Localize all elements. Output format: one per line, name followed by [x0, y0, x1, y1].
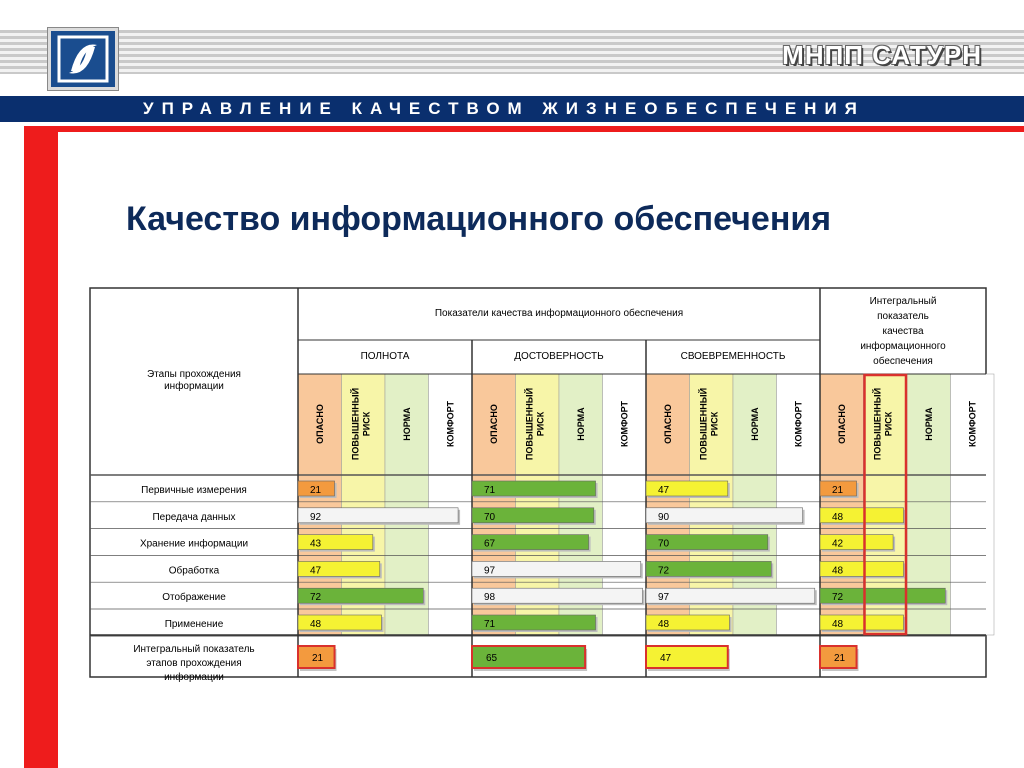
- value-label: 70: [658, 538, 670, 550]
- summary-value: 21: [834, 653, 846, 664]
- zone-label: КОМФОРТ: [445, 400, 456, 448]
- value-label: 47: [658, 485, 670, 496]
- value-bar: [820, 535, 893, 550]
- row-label: Хранение информации: [139, 538, 249, 550]
- value-label: 92: [310, 511, 322, 523]
- zone-label: РИСК: [709, 411, 720, 437]
- row-label: Первичные измерения: [141, 485, 247, 496]
- zone-label: КОМФОРТ: [967, 400, 978, 448]
- integral-header: Интегральный: [869, 296, 937, 307]
- group-label: ДОСТОВЕРНОСТЬ: [514, 351, 604, 362]
- value-label: 72: [310, 592, 322, 604]
- summary-label: Интегральный показатель: [133, 644, 255, 655]
- zone-label: ОПАСНО: [836, 404, 847, 444]
- row-label: Обработка: [168, 565, 220, 577]
- brand-name: МНПП САТУРН: [782, 40, 982, 70]
- value-label: 67: [484, 538, 496, 550]
- value-label: 43: [310, 538, 322, 550]
- row-label: Передача данных: [152, 511, 236, 523]
- group-label: СВОЕВРЕМЕННОСТЬ: [680, 351, 786, 362]
- row-label: Отображение: [162, 592, 226, 604]
- value-label: 48: [310, 619, 322, 630]
- value-label: 48: [658, 619, 670, 630]
- value-bar: [298, 508, 458, 523]
- value-label: 70: [484, 511, 496, 523]
- group-header: Показатели качества информационного обеспечения: [434, 308, 684, 319]
- summary-label: информации: [164, 672, 224, 683]
- row-label: Применение: [164, 619, 224, 630]
- integral-header: обеспечения: [873, 356, 933, 367]
- zone-label: ОПАСНО: [314, 404, 325, 444]
- zone-label: ПОВЫШЕННЫЙ: [698, 387, 709, 461]
- zone-label: ОПАСНО: [662, 404, 673, 444]
- value-label: 71: [484, 619, 496, 630]
- summary-value: 21: [312, 653, 324, 664]
- value-label: 21: [310, 485, 322, 496]
- zone-label: НОРМА: [923, 407, 934, 441]
- page-title: Качество информационного обеспечения: [126, 200, 832, 238]
- value-label: 71: [484, 485, 496, 496]
- integral-header: информационного: [860, 341, 946, 352]
- summary-value: 47: [660, 653, 672, 664]
- zone-label: РИСК: [535, 411, 546, 437]
- value-label: 98: [484, 592, 496, 604]
- value-bar: [646, 508, 803, 523]
- integral-header: качества: [882, 326, 924, 337]
- zone-label: ОПАСНО: [488, 404, 499, 444]
- value-label: 21: [832, 485, 844, 496]
- zone-label: РИСК: [883, 411, 894, 437]
- value-label: 48: [832, 565, 844, 577]
- zone-label: ПОВЫШЕННЫЙ: [524, 387, 535, 461]
- zone-label: РИСК: [361, 411, 372, 437]
- summary-label: этапов прохождения: [146, 658, 242, 669]
- value-label: 90: [658, 511, 670, 523]
- value-label: 72: [832, 592, 844, 604]
- value-bar: [646, 588, 815, 603]
- stage-header: информации: [164, 381, 224, 392]
- value-label: 72: [658, 565, 670, 577]
- zone-label: НОРМА: [749, 407, 760, 441]
- zone-label: КОМФОРТ: [793, 400, 804, 448]
- value-label: 48: [832, 511, 844, 523]
- zone-label: КОМФОРТ: [619, 400, 630, 448]
- zone-label: ПОВЫШЕННЫЙ: [350, 387, 361, 461]
- value-label: 97: [658, 592, 670, 604]
- summary-bar: [646, 646, 728, 668]
- summary-value: 65: [486, 653, 498, 664]
- value-bar: [472, 588, 643, 603]
- zone-label: ПОВЫШЕННЫЙ: [872, 387, 883, 461]
- tagline: УПРАВЛЕНИЕ КАЧЕСТВОМ ЖИЗНЕОБЕСПЕЧЕНИЯ: [143, 99, 865, 118]
- value-label: 97: [484, 565, 496, 577]
- zone-label: НОРМА: [575, 407, 586, 441]
- zone-label: НОРМА: [401, 407, 412, 441]
- integral-header: показатель: [877, 311, 929, 322]
- group-label: ПОЛНОТА: [360, 351, 410, 362]
- value-label: 47: [310, 565, 322, 577]
- value-label: 48: [832, 619, 844, 630]
- value-label: 42: [832, 538, 844, 550]
- value-bar: [472, 561, 641, 576]
- stage-header: Этапы прохождения: [147, 369, 241, 380]
